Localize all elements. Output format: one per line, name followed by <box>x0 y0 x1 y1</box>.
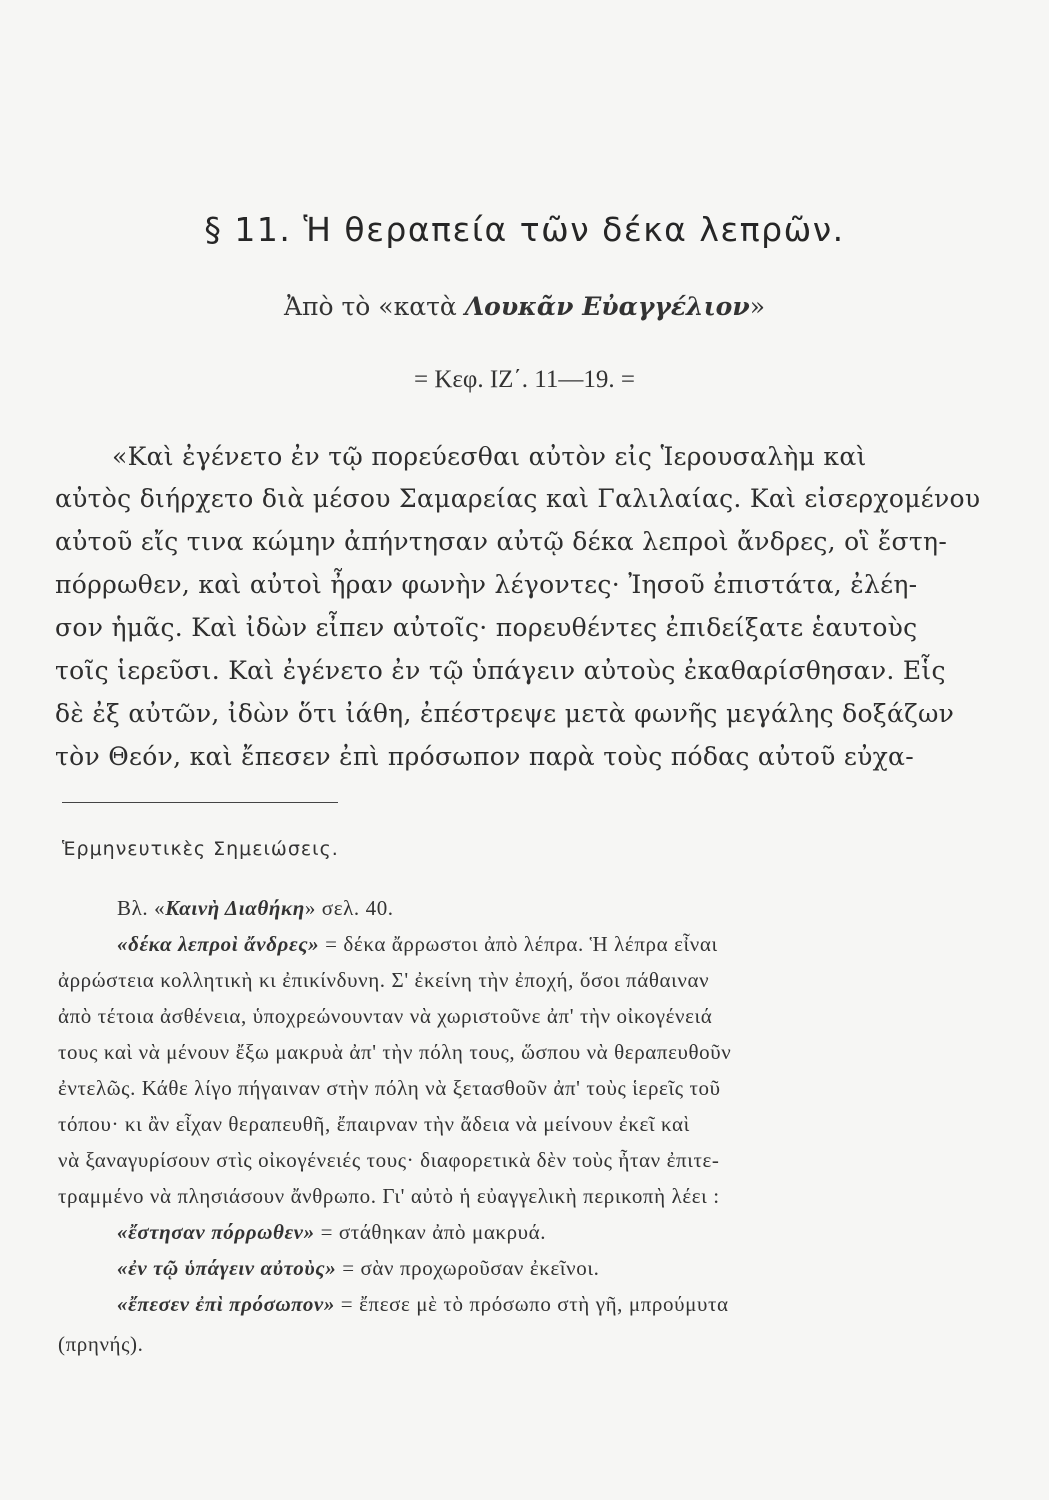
gospel-line: πόρρωθεν, καὶ αὐτοὶ ἦραν φωνὴν λέγοντες· Ἰησοῦ ἐπιστάτα, ἐλέη- <box>55 570 918 599</box>
footnote-divider <box>62 802 338 803</box>
note-term-line <box>117 1220 1049 1245</box>
gospel-line: σον ἡμᾶς. Καὶ ἰδὼν εἶπεν αὐτοῖς· πορευθέντες ἐπιδείξατε ἑαυτοὺς <box>55 613 918 642</box>
note-body-line: τους καὶ νὰ μένουν ἔξω μακρυὰ ἀπ' τὴν πόλη τους, ὥσπου νὰ θεραπευθοῦν <box>58 1040 732 1064</box>
ref-prefix: Βλ. « <box>117 896 166 920</box>
note-last-line: (πρηνής). <box>58 1332 144 1356</box>
note-term: «ἔπεσεν ἐπὶ πρόσωπον» <box>117 1292 335 1316</box>
gospel-line: δὲ ἐξ αὐτῶν, ἰδὼν ὅτι ἰάθη, ἐπέστρεψε μετὰ φωνῆς μεγάλης δοξάζων <box>55 699 955 728</box>
note-term: «ἔστησαν πόρρωθεν» <box>117 1220 315 1244</box>
chapter-reference: = Κεφ. ΙΖ΄. 11—19. = <box>414 366 635 393</box>
ref-suffix: » σελ. 40. <box>304 896 394 920</box>
note-body-line: ἐντελῶς. Κάθε λίγο πήγαιναν στὴν πόλη νὰ ξετασθοῦν ἀπ' τοὺς ἱερεῖς τοῦ <box>58 1076 721 1100</box>
note-term-definition: = ἔπεσε μὲ τὸ πρόσωπο στὴ γῆ, μπρούμυτα <box>334 1292 729 1316</box>
gospel-source <box>0 292 1049 321</box>
note-body-line: τόπου· κι ἂν εἶχαν θεραπευθῆ, ἔπαιρναν τὴν ἄδεια νὰ μείνουν ἐκεῖ καὶ <box>58 1112 690 1136</box>
note-term: «ἐν τῷ ὑπάγειν αὐτοὺς» <box>117 1256 337 1280</box>
source-suffix: » <box>749 292 765 321</box>
note-body-line: τραμμένο νὰ πλησιάσουν ἄνθρωπο. Γι' αὐτὸ ἡ εὐαγγελικὴ περικοπὴ λέει : <box>58 1184 720 1208</box>
source-book: Λουκᾶν Εὐαγγέλιον <box>464 292 750 321</box>
gospel-line: τοῖς ἱερεῦσι. Καὶ ἐγένετο ἐν τῷ ὑπάγειν αὐτοὺς ἐκαθαρίσθησαν. Εἷς <box>55 656 946 685</box>
note-body-line: ἀπὸ τέτοια ἀσθένεια, ὑποχρεώνουνταν νὰ χωριστοῦνε ἀπ' τὴν οἰκογένειά <box>58 1004 713 1028</box>
note-term-line <box>117 1292 1049 1317</box>
note-body-line: ἀρρώστεια κολλητικὴ κι ἐπικίνδυνη. Σ' ἐκείνη τὴν ἐποχή, ὅσοι πάθαιναν <box>58 968 710 992</box>
ref-book: Καινὴ Διαθήκη <box>165 896 305 920</box>
notes-reference <box>117 896 1049 921</box>
note-term-definition: = σὰν προχωροῦσαν ἐκεῖνοι. <box>336 1256 600 1280</box>
gospel-line: αὐτοῦ εἴς τινα κώμην ἀπήντησαν αὐτῷ δέκα λεπροὶ ἄνδρες, οἳ ἔστη- <box>55 527 948 556</box>
note-term-line <box>117 1256 1049 1281</box>
source-prefix: Ἀπὸ τὸ «κατὰ <box>283 292 457 321</box>
section-heading: § 11. Ἡ θεραπεία τῶν δέκα λεπρῶν. <box>204 210 845 249</box>
gospel-line: τὸν Θεόν, καὶ ἔπεσεν ἐπὶ πρόσωπον παρὰ τοὺς πόδας αὐτοῦ εὐχα- <box>55 742 914 771</box>
notes-title: Ἑρμηνευτικὲς Σημειώσεις. <box>62 838 339 860</box>
gospel-line: αὐτὸς διήρχετο διὰ μέσου Σαμαρείας καὶ Γαλιλαίας. Καὶ εἰσερχομένου <box>55 484 981 513</box>
note-term: «δέκα λεπροὶ ἄνδρες» <box>117 932 320 956</box>
note-body-line: νὰ ξαναγυρίσουν στὶς οἰκογένειές τους· διαφορετικὰ δὲν τοὺς ἦταν ἐπιτε- <box>58 1148 720 1172</box>
gospel-line: «Καὶ ἐγένετο ἐν τῷ πορεύεσθαι αὐτὸν εἰς Ἱερουσαλὴμ καὶ <box>112 442 867 471</box>
note-term-line <box>117 932 1049 957</box>
note-term-definition: = δέκα ἄρρωστοι ἀπὸ λέπρα. Ἡ λέπρα εἶναι <box>319 932 718 956</box>
note-term-definition: = στάθηκαν ἀπὸ μακρυά. <box>314 1220 547 1244</box>
